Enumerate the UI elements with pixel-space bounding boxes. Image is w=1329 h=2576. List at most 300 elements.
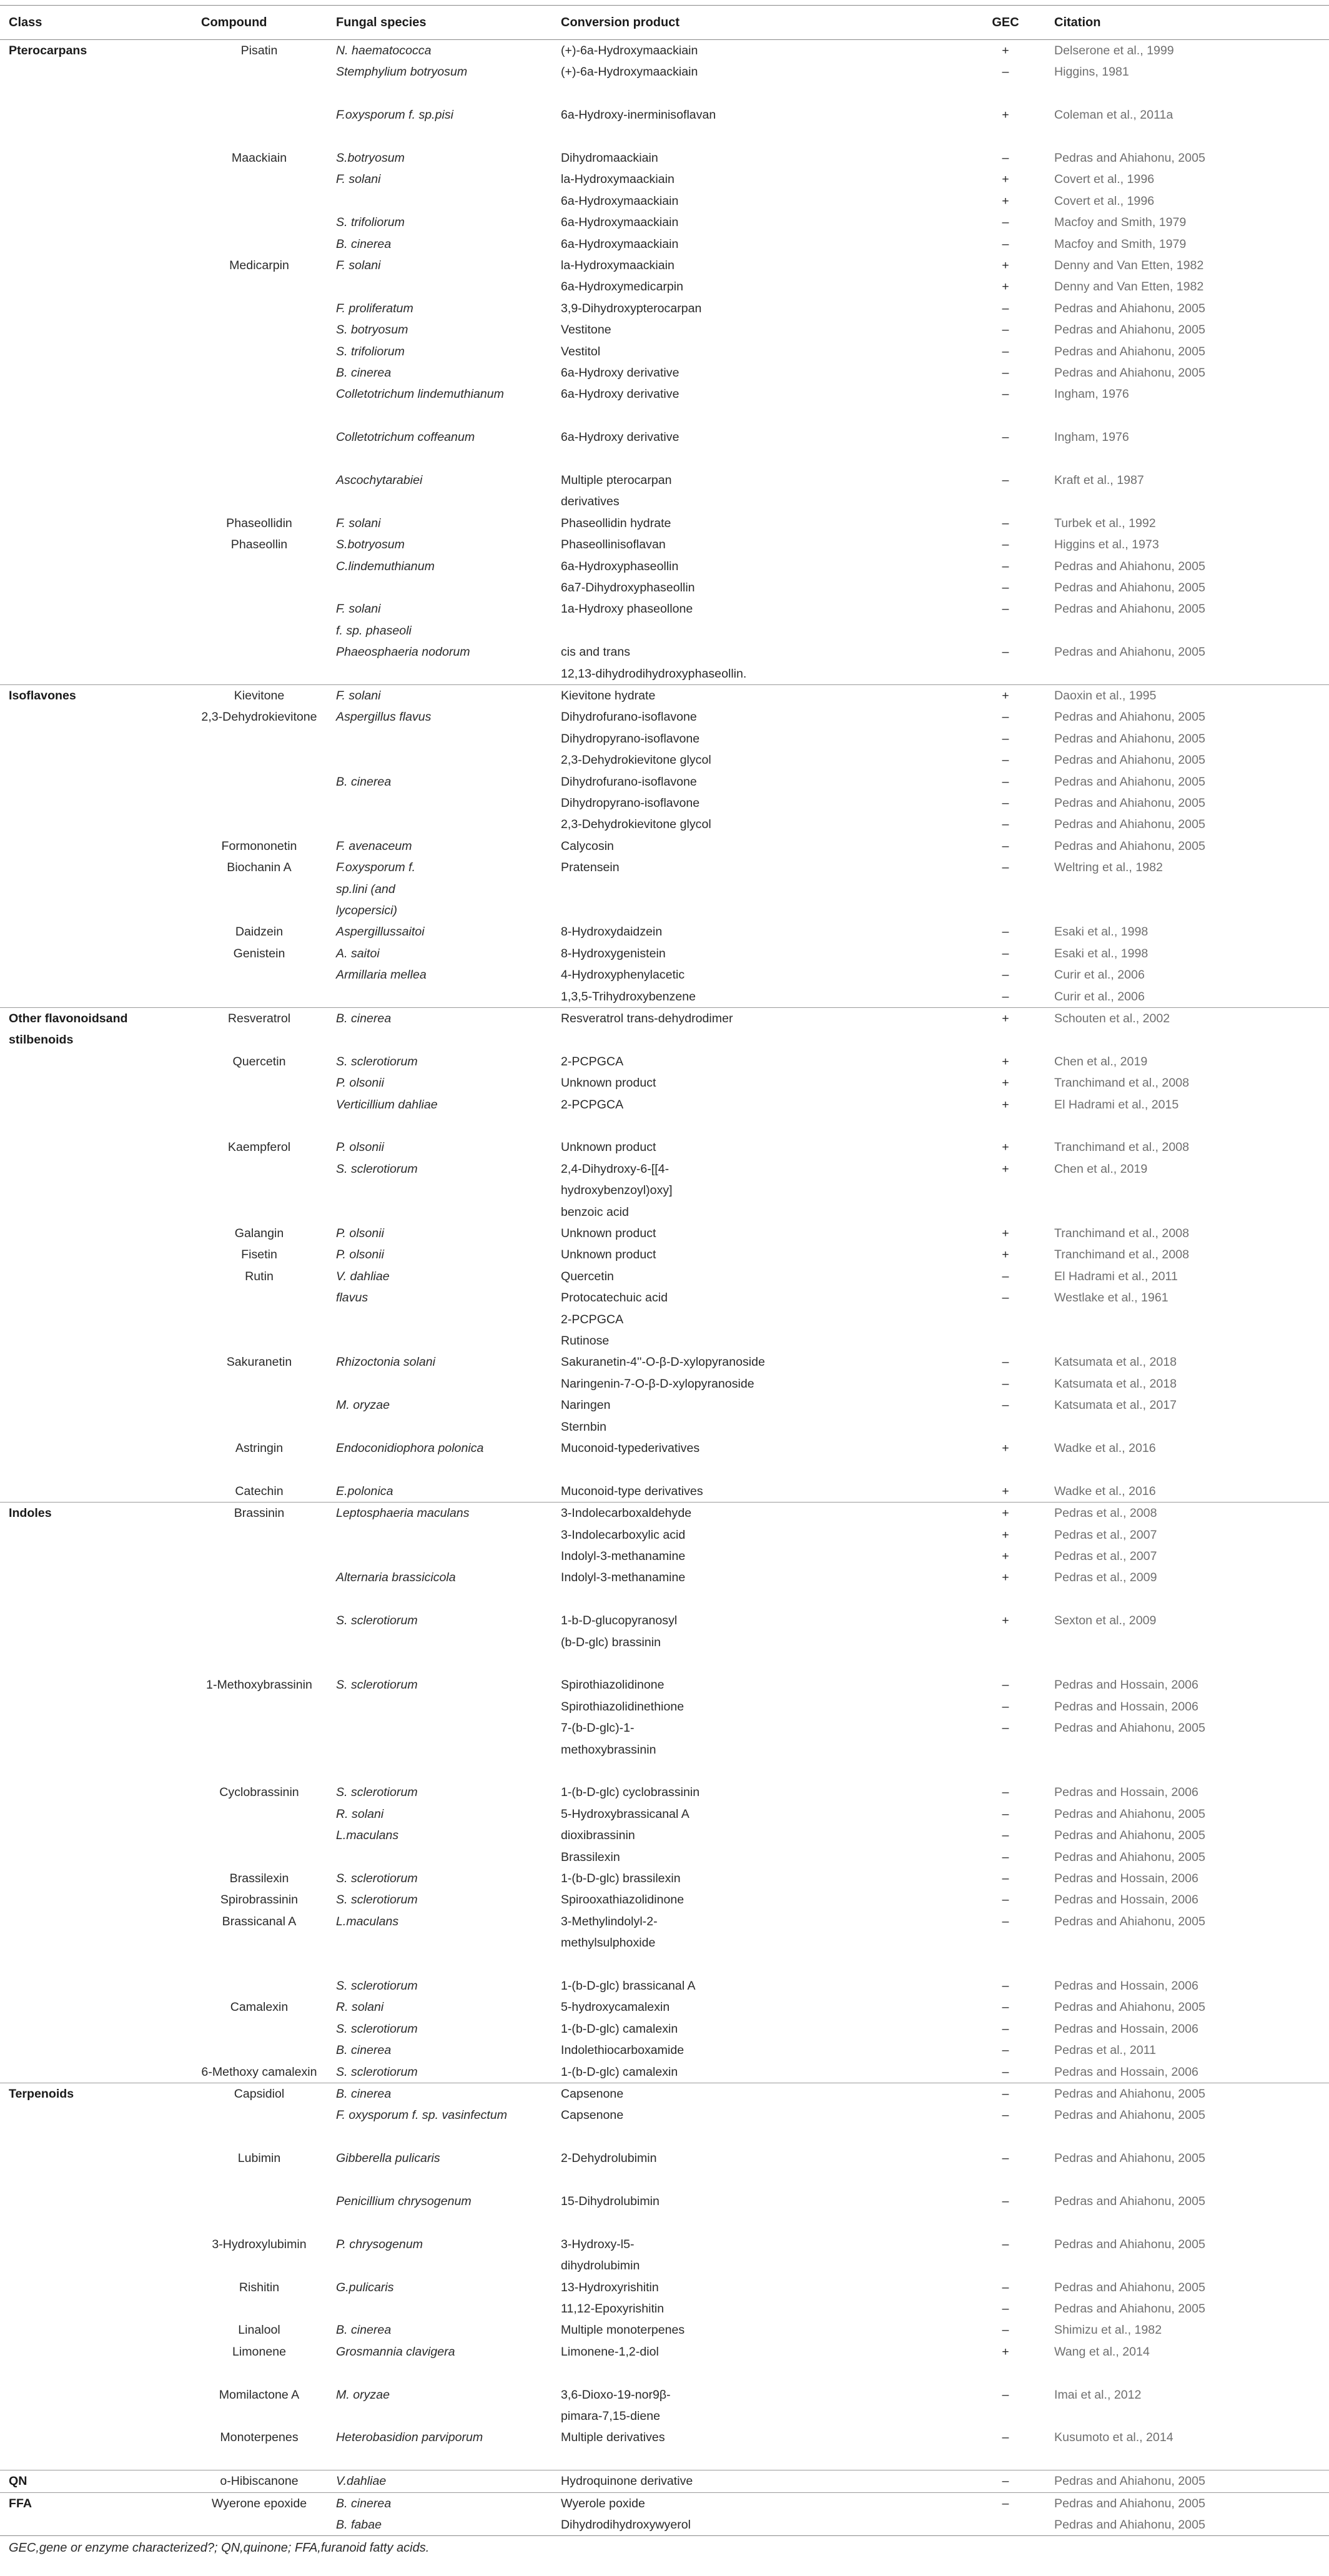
citation-cell: Pedras and Ahiahonu, 2005 [1054, 2108, 1205, 2123]
gec-cell: – [1002, 344, 1009, 358]
fungal-species-cell: F. oxysporum f. sp. vasinfectum [336, 2108, 508, 2123]
compound-cell [187, 2191, 331, 2234]
conversion-product-cell: Hydroquinone derivative [556, 2470, 962, 2492]
table-row [0, 641, 1329, 684]
fungal-species-cell: Colletotrichum lindemuthianum [336, 387, 504, 402]
conversion-product-cell: Limonene-1,2-diol [561, 2344, 659, 2359]
gec-cell [962, 964, 1049, 1007]
compound-cell: Monoterpenes [220, 2430, 299, 2445]
table-row [0, 2341, 1329, 2384]
conversion-product-cell-line: 12,13-dihydrodihydroxyphaseollin. [561, 666, 747, 681]
compound-cell [187, 641, 331, 684]
conversion-product-cell: 5-hydroxycamalexin [561, 2000, 670, 2015]
conversion-product-cell-line: 3-Indolecarboxylic acid [561, 1527, 686, 1542]
gec-cell: – [1002, 1269, 1009, 1283]
compound-cell: Rishitin [239, 2280, 280, 2294]
conversion-product-cell-line: hydroxybenzoyl)oxy] [561, 1183, 673, 1198]
conversion-product-cell-line: Sakuranetin-4''-O-β-D-xylopyranoside [561, 1355, 765, 1369]
compound-cell: Galangin [234, 1226, 284, 1241]
gec-cell: – [1002, 473, 1009, 488]
gec-cell-line: – [1002, 1355, 1009, 1369]
citation-cell: Pedras et al., 2011 [1054, 2043, 1157, 2058]
conversion-product-cell: 6a-Hydroxymaackiain [561, 237, 679, 251]
gec-cell-line: + [1002, 1549, 1009, 1564]
citation-cell: Kraft et al., 1987 [1054, 473, 1144, 488]
class-cell: Indoles [0, 1503, 187, 1567]
fungal-species-cell: Stemphylium botryosum [336, 65, 468, 79]
table-row [0, 40, 1329, 62]
fungal-species-cell: P. olsonii [336, 1076, 384, 1090]
compound-cell [187, 1804, 331, 1825]
citation-cell: Pedras et al., 2009 [1054, 1571, 1157, 1585]
conversion-product-cell-line: Spirothiazolidinone [561, 1678, 664, 1692]
compound-cell [187, 1072, 331, 1093]
citation-cell: Tranchimand et al., 2008 [1054, 1140, 1190, 1155]
citation-cell-line: Pedras and Ahiahonu, 2005 [1054, 753, 1205, 767]
compound-cell [187, 771, 331, 836]
fungal-species-cell: B. cinerea [336, 237, 392, 251]
gec-cell [962, 706, 1049, 771]
gec-cell: + [1002, 1571, 1009, 1585]
citation-cell-line: Curir et al., 2006 [1054, 968, 1145, 982]
header-compound: Compound [187, 6, 331, 40]
table-row [0, 1072, 1329, 1093]
compound-cell: Phaseollidin [226, 516, 292, 530]
fungal-species-cell: F. solani [331, 685, 556, 707]
conversion-product-cell [556, 1503, 962, 1567]
compound-cell: Rutin [245, 1269, 274, 1283]
conversion-product-cell [556, 1825, 962, 1868]
gec-cell: – [1002, 301, 1009, 315]
citation-cell-line: Pedras and Ahiahonu, 2005 [1054, 559, 1205, 573]
fungal-species-cell: L.maculans [336, 1914, 399, 1928]
gec-cell: + [1002, 1614, 1009, 1628]
conversion-product-cell: Unknown product [561, 1248, 656, 1262]
fungal-species-cell: R. solani [336, 2000, 384, 2015]
citation-cell: Ingham, 1976 [1054, 430, 1129, 445]
compound-cell [187, 61, 331, 104]
table-row [0, 1008, 1329, 1051]
citation-cell-line: Katsumata et al., 2018 [1054, 1355, 1177, 1369]
conversion-product-cell-line: Wyerole poxide [561, 2496, 645, 2510]
conversion-product-cell: Unknown product [561, 1076, 656, 1090]
gec-cell [962, 556, 1049, 599]
citation-cell [1049, 706, 1329, 771]
conversion-product-cell [556, 2277, 962, 2320]
table-row [0, 1889, 1329, 1910]
conversion-product-cell: 2-Dehydrolubimin [561, 2151, 657, 2166]
conversion-product-cell-line: derivatives [561, 495, 620, 509]
gec-cell: + [1002, 1441, 1009, 1456]
class-cell [0, 1975, 187, 1996]
conversion-product-cell-line: 11,12-Epoxyrishitin [561, 2302, 664, 2316]
gec-cell: – [1002, 2430, 1009, 2445]
citation-cell: Pedras and Hossain, 2006 [1054, 1979, 1198, 1993]
fungal-species-cell: Endoconidiophora polonica [336, 1441, 484, 1456]
class-cell [0, 836, 187, 857]
compound-cell [187, 1394, 331, 1438]
fungal-species-cell: N. haematococca [331, 40, 556, 62]
conversion-product-cell-line: Brassilexin [561, 1850, 620, 1864]
conversion-product-cell: 6a-Hydroxy-inerminisoflavan [561, 108, 716, 122]
table-row [0, 1351, 1329, 1394]
conversion-product-cell-line: Dihydrofurano-isoflavone [561, 774, 697, 789]
class-cell: FFA [0, 2492, 187, 2535]
gec-cell: – [1002, 925, 1009, 939]
conversion-product-cell-line: 3,6-Dioxo-19-nor9β- [561, 2387, 671, 2402]
table-row [0, 2018, 1329, 2040]
table-row [0, 2470, 1329, 2492]
table-row [0, 1287, 1329, 1351]
fungal-species-cell: S. sclerotiorum [336, 1678, 418, 1692]
fungal-species-cell: Penicillium chrysogenum [336, 2194, 472, 2209]
header-conversion-product: Conversion product [556, 6, 962, 40]
citation-cell: Pedras and Ahiahonu, 2005 [1054, 1914, 1205, 1928]
compound-cell: Daidzein [235, 925, 284, 939]
class-cell [0, 427, 187, 470]
citation-cell [1049, 771, 1329, 836]
citation-cell-line: Pedras and Ahiahonu, 2005 [1054, 581, 1205, 595]
conversion-product-cell [556, 255, 962, 298]
class-cell [0, 1438, 187, 1481]
class-cell [0, 212, 187, 233]
conversion-product-cell-line: 3-Indolecarboxaldehyde [561, 1506, 692, 1521]
conversion-product-cell-line: 2,4-Dihydroxy-6-[[4- [561, 1162, 669, 1176]
citation-cell: Pedras and Ahiahonu, 2005 [1049, 2470, 1329, 2492]
conversion-product-cell [556, 556, 962, 599]
conversion-product-cell: 2-PCPGCA [561, 1097, 624, 1112]
fungal-species-cell: S. sclerotiorum [336, 1614, 418, 1628]
conversion-product-cell: 1-(b-D-glc) cyclobrassinin [561, 1785, 700, 1800]
compound-cell [187, 1975, 331, 1996]
fungal-species-cell: Armillaria mellea [336, 968, 427, 982]
class-cell [0, 1567, 187, 1610]
conversion-product-cell-line: pimara-7,15-diene [561, 2409, 661, 2424]
gec-cell: – [1002, 1785, 1009, 1800]
gec-cell: – [1002, 946, 1009, 960]
conversion-product-cell [556, 1158, 962, 1223]
gec-cell-line: – [1002, 581, 1009, 595]
gec-cell: – [1002, 430, 1009, 445]
compound-cell [187, 1158, 331, 1223]
gec-cell [962, 1503, 1049, 1567]
gec-cell: – [1002, 2065, 1009, 2079]
class-cell [0, 2148, 187, 2191]
gec-cell: – [1002, 323, 1009, 337]
class-cell [0, 921, 187, 942]
header-row [0, 6, 1329, 40]
class-cell [0, 2061, 187, 2083]
citation-cell: Turbek et al., 1992 [1054, 516, 1156, 530]
citation-cell-line: Pedras and Hossain, 2006 [1054, 1678, 1198, 1692]
compound-cell: Biochanin A [227, 861, 292, 875]
compound-cell: Momilactone A [219, 2387, 300, 2402]
fungal-species-cell-line: B. fabae [336, 2518, 382, 2532]
class-cell [0, 1996, 187, 2018]
citation-cell: Wadke et al., 2016 [1054, 1441, 1156, 1456]
citation-cell: El Hadrami et al., 2011 [1054, 1269, 1178, 1283]
table-row [0, 1567, 1329, 1610]
fungal-species-cell: S.botryosum [336, 538, 405, 552]
fungal-species-cell: B. cinerea [336, 366, 392, 380]
gec-cell-line: – [1002, 774, 1009, 789]
class-cell [0, 2040, 187, 2061]
conversion-product-cell [556, 1394, 962, 1438]
conversion-product-cell: 6a-Hydroxy derivative [561, 430, 679, 445]
table-row [0, 513, 1329, 534]
fungal-species-cell: Colletotrichum coffeanum [336, 430, 475, 445]
compound-cell: Formononetin [221, 839, 297, 853]
conversion-product-cell: 1-(b-D-glc) brassilexin [561, 1872, 681, 1886]
table-row [0, 2492, 1329, 2535]
gec-cell: – [1002, 861, 1009, 875]
conversion-product-cell-line: 3-Methylindolyl-2- [561, 1914, 658, 1928]
compound-cell [187, 234, 331, 255]
gec-cell: + [1002, 1097, 1009, 1112]
gec-cell: + [1002, 1054, 1009, 1068]
fungal-species-cell: Phaeosphaeria nodorum [336, 645, 470, 659]
fungal-species-cell: Alternaria brassicicola [336, 1571, 456, 1585]
compound-cell: Astringin [235, 1441, 284, 1456]
citation-cell: Pedras and Ahiahonu, 2005 [1054, 645, 1205, 659]
class-cell: Terpenoids [0, 2083, 187, 2105]
fungal-species-cell [331, 2492, 556, 2535]
class-cell [0, 1072, 187, 1093]
citation-cell: Pedras and Ahiahonu, 2005 [1054, 2151, 1205, 2166]
compound-cell: 1-Methoxybrassinin [206, 1678, 312, 1692]
citation-cell: Katsumata et al., 2017 [1054, 1398, 1177, 1413]
fungal-species-cell: M. oryzae [336, 1398, 390, 1413]
table-row [0, 706, 1329, 771]
compound-cell: Linalool [238, 2323, 280, 2337]
citation-cell [1049, 1351, 1329, 1394]
fungal-species-cell: F.oxysporum f. sp.pisi [336, 108, 454, 122]
gec-cell: + [1002, 1248, 1009, 1262]
gec-cell-line: – [1002, 989, 1009, 1004]
fungal-species-cell: G.pulicaris [336, 2280, 394, 2294]
gec-cell-line: – [1002, 731, 1009, 746]
class-cell [0, 2277, 187, 2320]
citation-cell: Pedras and Hossain, 2006 [1054, 2021, 1198, 2036]
compound-cell [187, 2018, 331, 2040]
citation-cell-line: Pedras and Ahiahonu, 2005 [1054, 1850, 1205, 1864]
conversion-product-cell-line: 2-PCPGCA [561, 1312, 624, 1326]
conversion-product-cell [556, 1911, 962, 1975]
citation-cell: Pedras and Ahiahonu, 2005 [1054, 301, 1205, 315]
compound-cell: Brassilexin [229, 1872, 289, 1886]
fungal-species-cell-line: F.oxysporum f. [336, 861, 416, 875]
conversion-product-cell [556, 1351, 962, 1394]
table-row [0, 1825, 1329, 1868]
gec-cell-line: + [1002, 194, 1009, 208]
class-cell [0, 1889, 187, 1910]
table-row [0, 1996, 1329, 2018]
fungal-species-cell: F. avenaceum [336, 839, 412, 853]
gec-cell: – [1002, 2021, 1009, 2036]
conversion-product-cell-line: Dihydrodihydroxywyerol [561, 2518, 691, 2532]
gec-cell: – [1002, 2387, 1009, 2402]
citation-cell: Pedras and Ahiahonu, 2005 [1054, 602, 1205, 616]
table-row [0, 2191, 1329, 2234]
fungal-species-cell-line: F. solani [336, 602, 381, 616]
conversion-product-cell-line: dioxibrassinin [561, 1828, 635, 1843]
conversion-product-cell: Kievitone hydrate [556, 685, 962, 707]
table-row [0, 534, 1329, 555]
table-row [0, 1158, 1329, 1223]
compound-cell: Capsidiol [187, 2083, 331, 2105]
compound-cell: Brassicanal A [222, 1914, 297, 1928]
conversion-product-cell-line: (b-D-glc) brassinin [561, 1635, 661, 1649]
fungal-species-cell: S. sclerotiorum [336, 1979, 418, 1993]
fungal-species-cell: S. sclerotiorum [336, 1872, 418, 1886]
class-cell [0, 470, 187, 513]
class-cell [0, 2191, 187, 2234]
gec-cell: – [1002, 516, 1009, 530]
compound-cell [187, 2105, 331, 2148]
class-cell [0, 2427, 187, 2470]
conversion-product-cell-line: la-Hydroxymaackiain [561, 259, 674, 273]
conversion-product-cell: Phaseollinisoflavan [561, 538, 666, 552]
citation-cell-line: Denny and Van Etten, 1982 [1054, 259, 1204, 273]
fungal-species-cell: F. solani [336, 516, 381, 530]
compound-cell: Quercetin [232, 1054, 286, 1068]
gec-cell-line: – [1002, 710, 1009, 724]
fungal-species-cell: E.polonica [336, 1484, 393, 1498]
compound-cell [187, 1094, 331, 1137]
table-row [0, 921, 1329, 942]
gec-cell: – [1002, 2000, 1009, 2015]
gec-cell: + [962, 1008, 1049, 1051]
class-cell [0, 857, 187, 921]
fungal-species-cell: Grosmannia clavigera [336, 2344, 455, 2359]
class-cell [0, 234, 187, 255]
gec-cell: – [1002, 1893, 1009, 1907]
table-body [0, 40, 1329, 2536]
conversion-product-cell-line: 1,3,5-Trihydroxybenzene [561, 989, 696, 1004]
citation-cell: Imai et al., 2012 [1054, 2387, 1142, 2402]
table-row [0, 470, 1329, 513]
table-row [0, 1438, 1329, 1481]
fungal-species-cell: F. solani [336, 172, 381, 187]
conversion-product-cell-line: methylsulphoxide [561, 1936, 656, 1950]
table-row [0, 341, 1329, 362]
gec-cell: + [1002, 1162, 1009, 1176]
citation-cell: Macfoy and Smith, 1979 [1054, 237, 1187, 251]
citation-cell: Pedras and Ahiahonu, 2005 [1054, 2194, 1205, 2209]
gec-cell [962, 2277, 1049, 2320]
conversion-product-cell: 2-PCPGCA [561, 1054, 624, 1068]
conversion-product-cell-line: 6a7-Dihydroxyphaseollin [561, 581, 695, 595]
gec-cell: – [962, 2492, 1049, 2535]
conversion-product-cell-line: Rutinose [561, 1334, 610, 1348]
conversion-product-cell: 15-Dihydrolubimin [561, 2194, 660, 2209]
compound-cell [187, 1610, 331, 1674]
class-cell: Pterocarpans [0, 40, 187, 62]
citation-cell: El Hadrami et al., 2015 [1054, 1097, 1179, 1112]
citation-cell: Daoxin et al., 1995 [1049, 685, 1329, 707]
class-cell [0, 104, 187, 147]
class-cell [0, 1287, 187, 1351]
compound-cell: Lubimin [237, 2151, 281, 2166]
class-cell [0, 1911, 187, 1975]
gec-cell: – [962, 2470, 1049, 2492]
citation-cell: Higgins et al., 1973 [1054, 538, 1159, 552]
compound-cell [187, 1825, 331, 1868]
compound-cell [187, 341, 331, 362]
class-cell: Other flavonoidsand stilbenoids [0, 1008, 187, 1051]
conversion-product-cell [556, 706, 962, 771]
gec-cell [962, 771, 1049, 836]
conversion-product-cell-line: dihydrolubimin [561, 2259, 640, 2273]
gec-cell: – [1002, 387, 1009, 402]
citation-cell-line: Pedras and Ahiahonu, 2005 [1054, 774, 1205, 789]
class-cell [0, 169, 187, 212]
fungal-species-cell: Rhizoctonia solani [336, 1355, 436, 1369]
gec-cell [962, 1825, 1049, 1868]
compound-cell: Cyclobrassinin [219, 1785, 299, 1800]
class-cell [0, 1674, 187, 1782]
class-cell [0, 1094, 187, 1137]
gec-cell: – [1002, 1807, 1009, 1821]
citation-cell: Tranchimand et al., 2008 [1054, 1076, 1190, 1090]
class-cell [0, 298, 187, 319]
conversion-product-cell-line: 1-b-D-glucopyranosyl [561, 1614, 678, 1628]
conversion-product-cell: Indolethiocarboxamide [561, 2043, 684, 2058]
citation-cell: Kusumoto et al., 2014 [1054, 2430, 1173, 2445]
conversion-product-cell: Vestitol [561, 344, 601, 358]
conversion-product-cell: Indolyl-3-methanamine [561, 1571, 686, 1585]
gec-cell-line: + [1002, 172, 1009, 187]
conversion-product-cell: Quercetin [561, 1269, 614, 1283]
fungal-species-cell: Leptosphaeria maculans [331, 1503, 556, 1567]
table-row [0, 771, 1329, 836]
compound-cell [187, 319, 331, 340]
conversion-product-cell-line: 2,3-Dehydrokievitone glycol [561, 817, 711, 832]
table-row [0, 1503, 1329, 1567]
fungal-species-cell: Verticillium dahliae [336, 1097, 438, 1112]
conversion-product-cell: (+)-6a-Hydroxymaackiain [556, 40, 962, 62]
citation-cell-line: Pedras et al., 2007 [1054, 1527, 1157, 1542]
class-cell [0, 147, 187, 169]
conversion-product-cell: Resveratrol trans-dehydrodimer [556, 1008, 962, 1051]
class-cell [0, 556, 187, 599]
gec-cell: – [1002, 215, 1009, 230]
gec-cell: + [1002, 108, 1009, 122]
citation-cell: Coleman et al., 2011a [1054, 108, 1173, 122]
compound-cell: Wyerone epoxide [187, 2492, 331, 2535]
conversion-product-cell-line: Naringen [561, 1398, 611, 1413]
gec-cell: + [962, 685, 1049, 707]
class-cell [0, 2319, 187, 2341]
compound-cell: Pisatin [187, 40, 331, 62]
citation-cell: Pedras and Hossain, 2006 [1054, 1785, 1198, 1800]
fungal-species-cell: F. solani [336, 259, 381, 273]
gec-cell [962, 1351, 1049, 1394]
class-cell [0, 1266, 187, 1287]
table-row [0, 1394, 1329, 1438]
class-cell [0, 641, 187, 684]
class-cell [0, 255, 187, 298]
header-gec: GEC [962, 6, 1049, 40]
gec-cell-line: – [1002, 1376, 1009, 1391]
conversion-product-cell: Muconoid-type derivatives [561, 1484, 703, 1498]
gec-cell-line: + [1002, 1506, 1009, 1521]
citation-cell: Tranchimand et al., 2008 [1054, 1248, 1190, 1262]
gec-cell-line: – [1002, 2302, 1009, 2316]
citation-cell: Tranchimand et al., 2008 [1054, 1226, 1190, 1241]
citation-cell: Esaki et al., 1998 [1054, 946, 1149, 960]
class-cell [0, 1868, 187, 1889]
